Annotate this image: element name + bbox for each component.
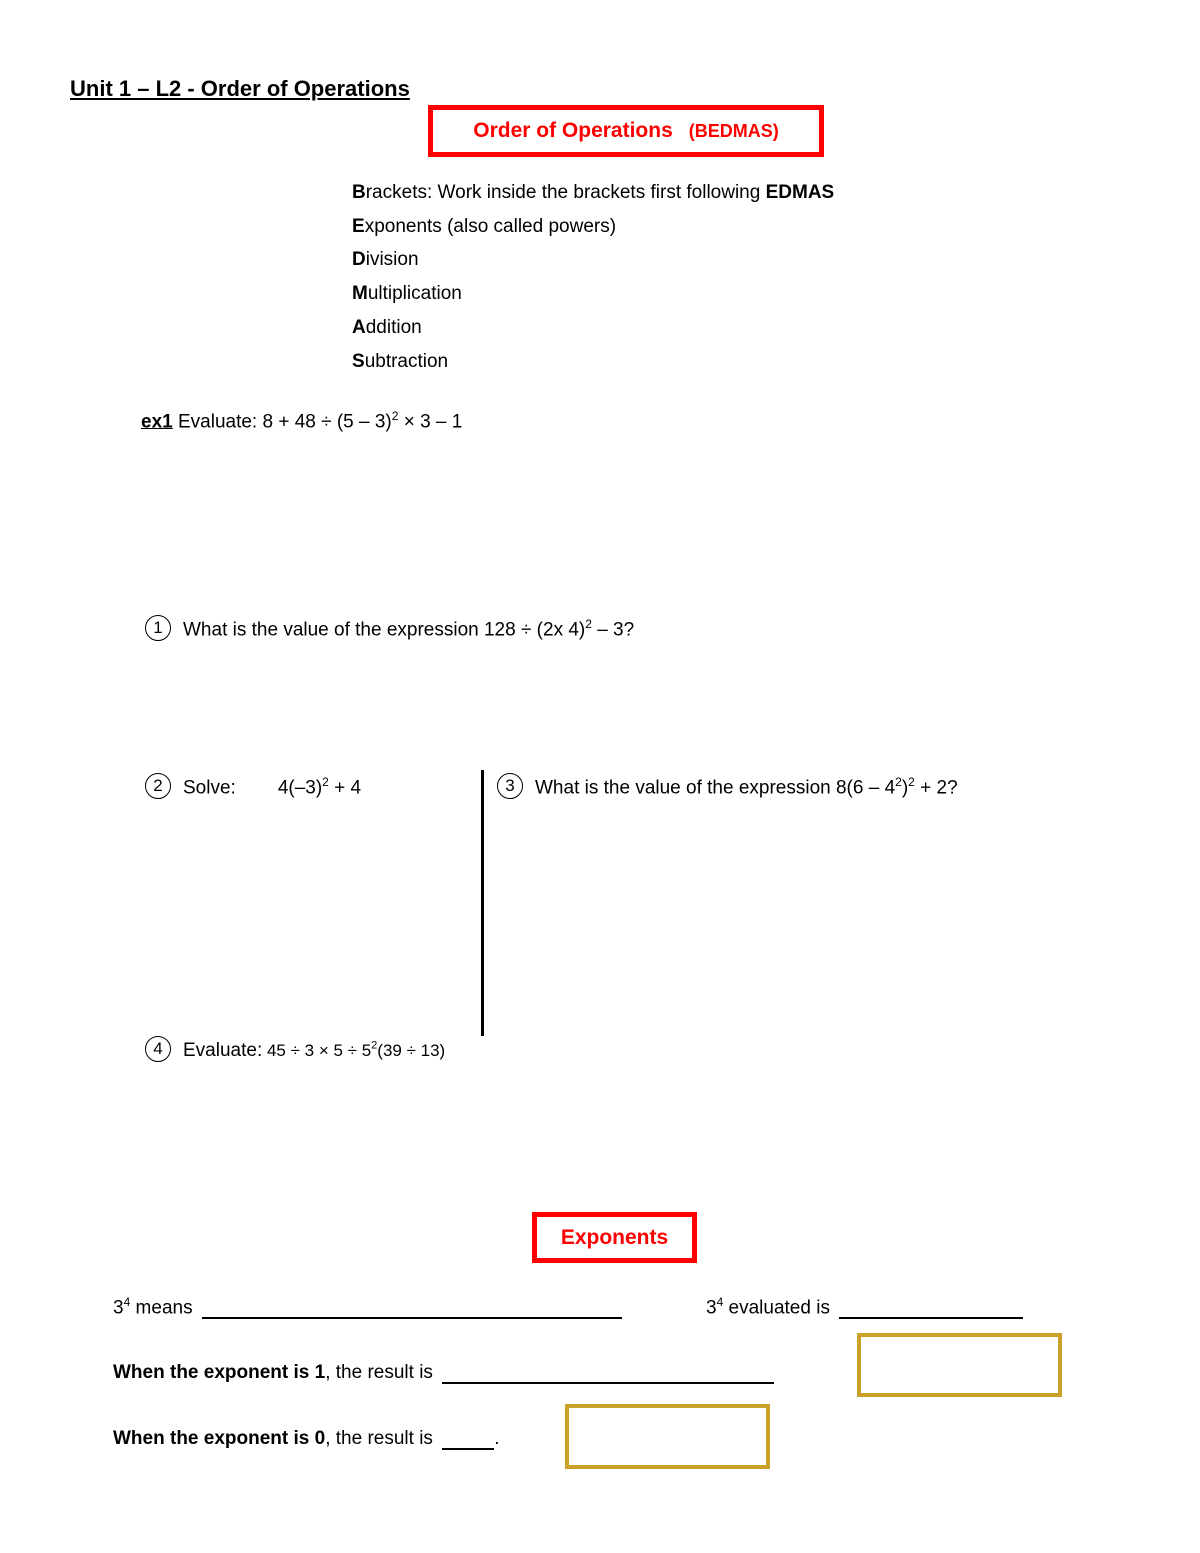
exponent-zero-line: When the exponent is 0, the result is . [113,1428,500,1449]
exponents-heading-box [532,1212,697,1263]
bedmas-line-brackets: Brackets: Work inside the brackets first following EDMAS [352,182,835,203]
question-2-number: 2 [145,773,171,799]
column-divider [481,770,484,1036]
bedmas-line-division: Division [352,249,419,270]
question-1: 1 What is the value of the expression 128 ÷ (2x 4)$^2$ – 3? [145,617,634,643]
exponent-zero-blank[interactable] [442,1428,494,1450]
bedmas-line-exponents: Exponents (also called powers) [352,216,617,237]
question-3: 3 What is the value of the expression $8(6 - 4^2)^2 + 2$? [497,775,958,801]
order-of-operations-box [428,105,824,157]
exponents-heading: Exponents [560,1225,669,1249]
exponent-one-blank[interactable] [442,1362,774,1384]
order-of-operations-heading: Order of Operations [473,119,673,142]
bedmas-line-multiplication: Multiplication [352,283,462,304]
question-3-number: 3 [497,773,523,799]
exponent-one-line: When the exponent is 1, the result is [113,1362,774,1384]
question-2: 2 Solve: $4(-3)^2 + 4$ [145,775,361,801]
page-title: Unit 1 – L2 - Order of Operations [70,76,410,101]
example-1: ex1 Evaluate: 8 + 48 ÷ (5 – 3)$^2$ × 3 – 1 [141,409,463,433]
exponent-zero-answer-box[interactable] [565,1404,770,1469]
exponent-means-line: $3^4$ means [113,1295,622,1319]
example-1-label: ex1 [141,411,173,433]
exponent-one-answer-box[interactable] [857,1333,1062,1397]
question-4: 4 Evaluate: $45 \div 3 \times 5 \div 5^2(39 \div 13)$ [145,1038,445,1064]
bedmas-line-addition: Addition [352,317,422,338]
exponent-means-blank[interactable] [202,1297,622,1319]
bedmas-line-subtraction: Subtraction [352,351,449,372]
question-4-number: 4 [145,1036,171,1062]
exponent-evaluated-blank[interactable] [839,1297,1023,1319]
bedmas-acronym: (BEDMAS) [688,120,779,141]
exponent-evaluated-line: $3^4$ evaluated is [706,1295,1023,1319]
question-1-number: 1 [145,615,171,641]
